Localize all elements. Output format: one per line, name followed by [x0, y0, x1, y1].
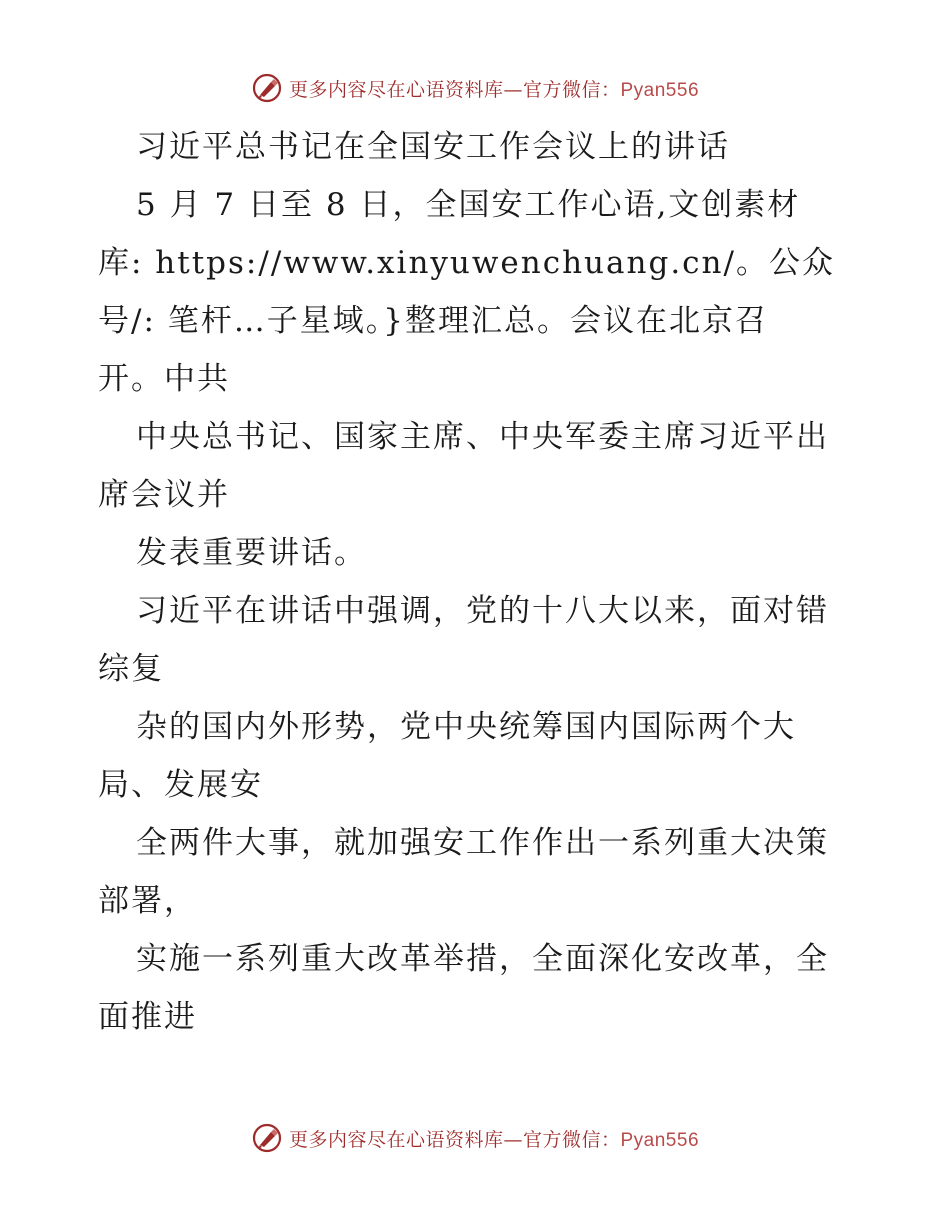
text-line: 席会议并	[98, 477, 230, 513]
text-line: 综复	[98, 651, 164, 687]
text-line: 部署，	[98, 883, 197, 919]
document-body	[98, 118, 858, 1046]
text-line: 开。中共	[98, 361, 230, 397]
text-line: 实施一系列重大改革举措，全面深化安改革，全	[136, 941, 829, 977]
watermark-caption: 更多内容尽在心语资料库—官方微信：	[288, 78, 621, 101]
footer-watermark-banner	[0, 1122, 950, 1154]
pen-nib-logo-icon	[251, 72, 283, 104]
text-line: 杂的国内外形势，党中央统筹国内国际两个大	[136, 709, 796, 745]
text-line: 号/: 笔杆…子星域。}整理汇总。会议在北京召	[98, 303, 768, 339]
text-line: 局、发展安	[98, 767, 263, 803]
text-line: 面推进	[98, 999, 197, 1035]
text-line: 发表重要讲话。	[136, 535, 367, 571]
text-line: 全两件大事，就加强安工作作出一系列重大决策	[136, 825, 829, 861]
text-line: 习近平在讲话中强调，党的十八大以来，面对错	[136, 593, 829, 629]
watermark-text	[289, 75, 699, 102]
wechat-id: Pyan556	[620, 1129, 700, 1151]
pen-nib-logo-icon	[251, 1122, 283, 1154]
wechat-id: Pyan556	[620, 79, 700, 101]
text-line: 库: https://www.xinyuwenchuang.cn/。公众	[98, 245, 835, 281]
watermark-caption: 更多内容尽在心语资料库—官方微信：	[288, 1128, 621, 1151]
text-line: 中央总书记、国家主席、中央军委主席习近平出	[136, 419, 829, 455]
text-line: 5 月 7 日至 8 日，全国安工作心语,文创素材	[136, 187, 801, 223]
watermark-text	[289, 1125, 699, 1152]
document-title: 习近平总书记在全国安工作会议上的讲话	[136, 129, 730, 165]
header-watermark-banner	[0, 72, 950, 104]
